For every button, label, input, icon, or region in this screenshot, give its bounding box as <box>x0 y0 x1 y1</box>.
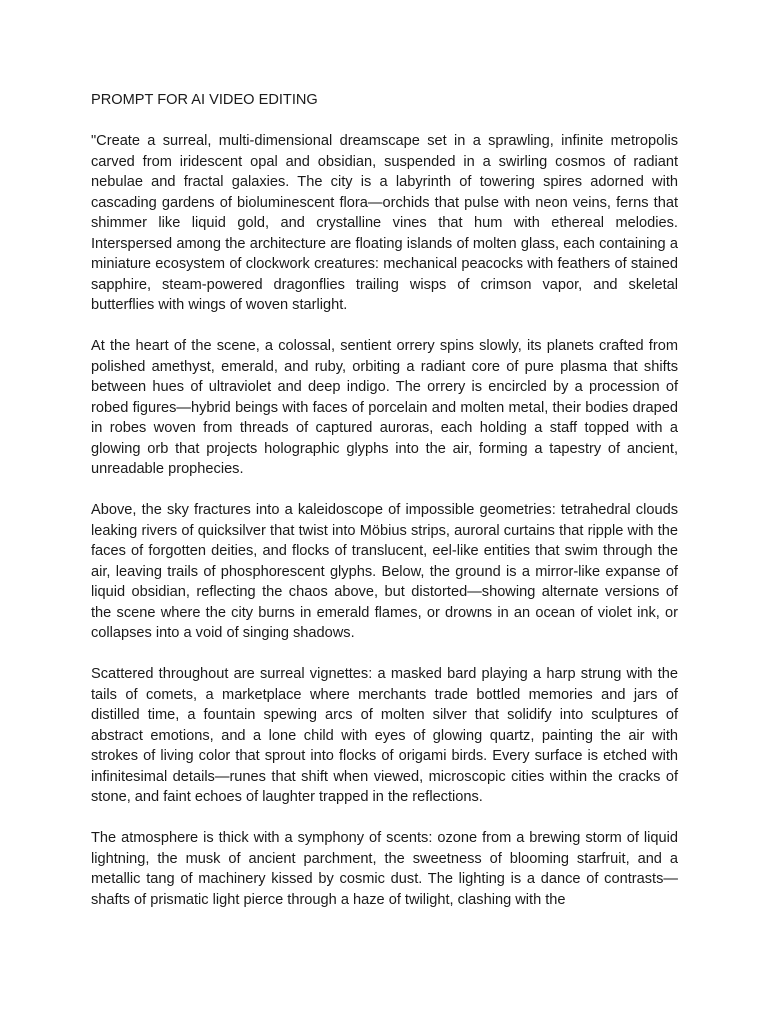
paragraph-city: "Create a surreal, multi-dimensional dreamscape set in a sprawling, infinite metropolis carved from iridescent opal and obsidian, suspended in a swirling cosmos of radiant nebulae and fractal galaxies. The city is a labyrinth of towering spires adorned with cascading gardens of bioluminescent flora—orchids that pulse with neon veins, ferns that shimmer like liquid gold, and crystalline vines that hum with ethereal melodies. Interspersed among the architecture are floating islands of molten glass, each containing a miniature ecosystem of clockwork creatures: mechanical peacocks with feathers of stained sapphire, steam-powered dragonflies trailing wisps of crimson vapor, and skeletal butterflies with wings of woven starlight. <box>91 133 678 313</box>
paragraph-atmosphere: The atmosphere is thick with a symphony of scents: ozone from a brewing storm of liquid lightning, the musk of ancient parchment, the sweetness of blooming starfruit, and a metallic tang of machinery kissed by cosmic dust. The lighting is a dance of contrasts—shafts of prismatic light pierce through a haze of twilight, clashing with the <box>91 830 678 908</box>
paragraph-orrery: At the heart of the scene, a colossal, sentient orrery spins slowly, its planets crafted from polished amethyst, emerald, and ruby, orbiting a radiant core of pure plasma that shifts between hues of ultraviolet and deep indigo. The orrery is encircled by a procession of robed figures—hybrid beings with faces of porcelain and molten metal, their bodies draped in robes woven from threads of captured auroras, each holding a staff topped with a glowing orb that projects holographic glyphs into the air, forming a tapestry of ancient, unreadable prophecies. <box>91 338 678 477</box>
paragraph-sky: Above, the sky fractures into a kaleidoscope of impossible geometries: tetrahedral clouds leaking rivers of quicksilver that twist into Möbius strips, auroral curtains that ripple with the faces of forgotten deities, and flocks of translucent, eel-like entities that swim through the air, leaving trails of phosphorescent glyphs. Below, the ground is a mirror-like expanse of liquid obsidian, reflecting the chaos above, but distorted—showing alternate versions of the scene where the city burns in emerald flames, or drowns in an ocean of violet ink, or collapses into a void of singing shadows. <box>91 502 678 641</box>
paragraph-vignettes: Scattered throughout are surreal vignettes: a masked bard playing a harp strung with the tails of comets, a marketplace where merchants trade bottled memories and jars of distilled time, a fountain spewing arcs of molten silver that solidify into sculptures of abstract emotions, and a lone child with eyes of glowing quartz, painting the air with strokes of living color that sprout into flocks of origami birds. Every surface is etched with infinitesimal details—runes that shift when viewed, microscopic cities within the cracks of stone, and faint echoes of laughter trapped in the reflections. <box>91 666 678 805</box>
document-page <box>91 90 678 931</box>
document-title: PROMPT FOR AI VIDEO EDITING <box>91 92 318 108</box>
